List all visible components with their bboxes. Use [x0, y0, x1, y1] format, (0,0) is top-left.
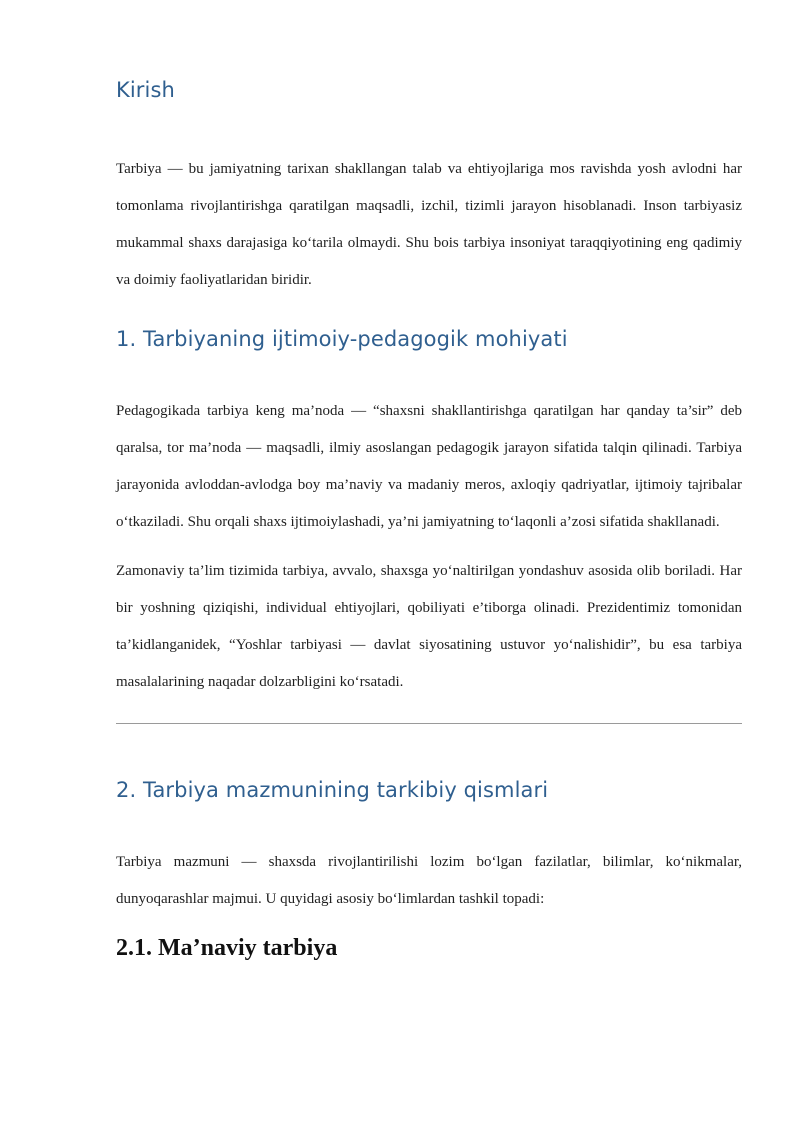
section2-paragraph: Tarbiya mazmuni — shaxsda rivojlantirilishi lozim bo‘lgan fazilatlar, bilimlar, ko‘nikmalar, dunyoqarashlar majmui. U quyidagi asosiy bo‘limlardan tashkil topadi:: [116, 854, 742, 907]
subsection-heading: 2.1. Ma’naviy tarbiya: [116, 935, 338, 961]
section1-heading: 1. Tarbiyaning ijtimoiy-pedagogik mohiyati: [116, 327, 568, 351]
intro-paragraph: Tarbiya — bu jamiyatning tarixan shakllangan talab va ehtiyojlariga mos ravishda yosh avlodni har tomonlama rivojlantirishga qaratilgan maqsadli, izchil, tizimli jarayon hisoblanadi. Inson tarbiyasiz mukammal shaxs darajasiga ko‘tarila olmaydi. Shu bois tarbiya insoniyat taraqqiyotining eng qadimiy va doimiy faoliyatlaridan biridir.: [116, 161, 742, 288]
intro-heading: Kirish: [116, 78, 175, 102]
section2-heading: 2. Tarbiya mazmunining tarkibiy qismlari: [116, 778, 549, 802]
document-body: [116, 74, 742, 964]
section1-paragraph-1: Pedagogikada tarbiya keng ma’noda — “shaxsni shakllantirishga qaratilgan har qanday ta’sir” deb qaralsa, tor ma’noda — maqsadli, ilmiy asoslangan pedagogik jarayon sifatida talqin qilinadi. Tarbiya jarayonida avloddan-avlodga boy ma’naviy va madaniy meros, axloqiy qadriyatlar, ijtimoiy tajribalar o‘tkaziladi. Shu orqali shaxs ijtimoiylashadi, ya’ni jamiyatning to‘laqonli a’zosi sifatida shakllanadi.: [116, 403, 742, 530]
section1-paragraph-2: Zamonaviy ta’lim tizimida tarbiya, avvalo, shaxsga yo‘naltirilgan yondashuv asosida olib boriladi. Har bir yoshning qiziqishi, individual ehtiyojlari, qobiliyati e’tiborga olinadi. Prezidentimiz tomonidan ta’kidlanganidek, “Yoshlar tarbiyasi — davlat siyosatining ustuvor yo‘nalishidir”, bu esa tarbiya masalalarining naqadar dolzarbligini ko‘rsatadi.: [116, 563, 742, 690]
